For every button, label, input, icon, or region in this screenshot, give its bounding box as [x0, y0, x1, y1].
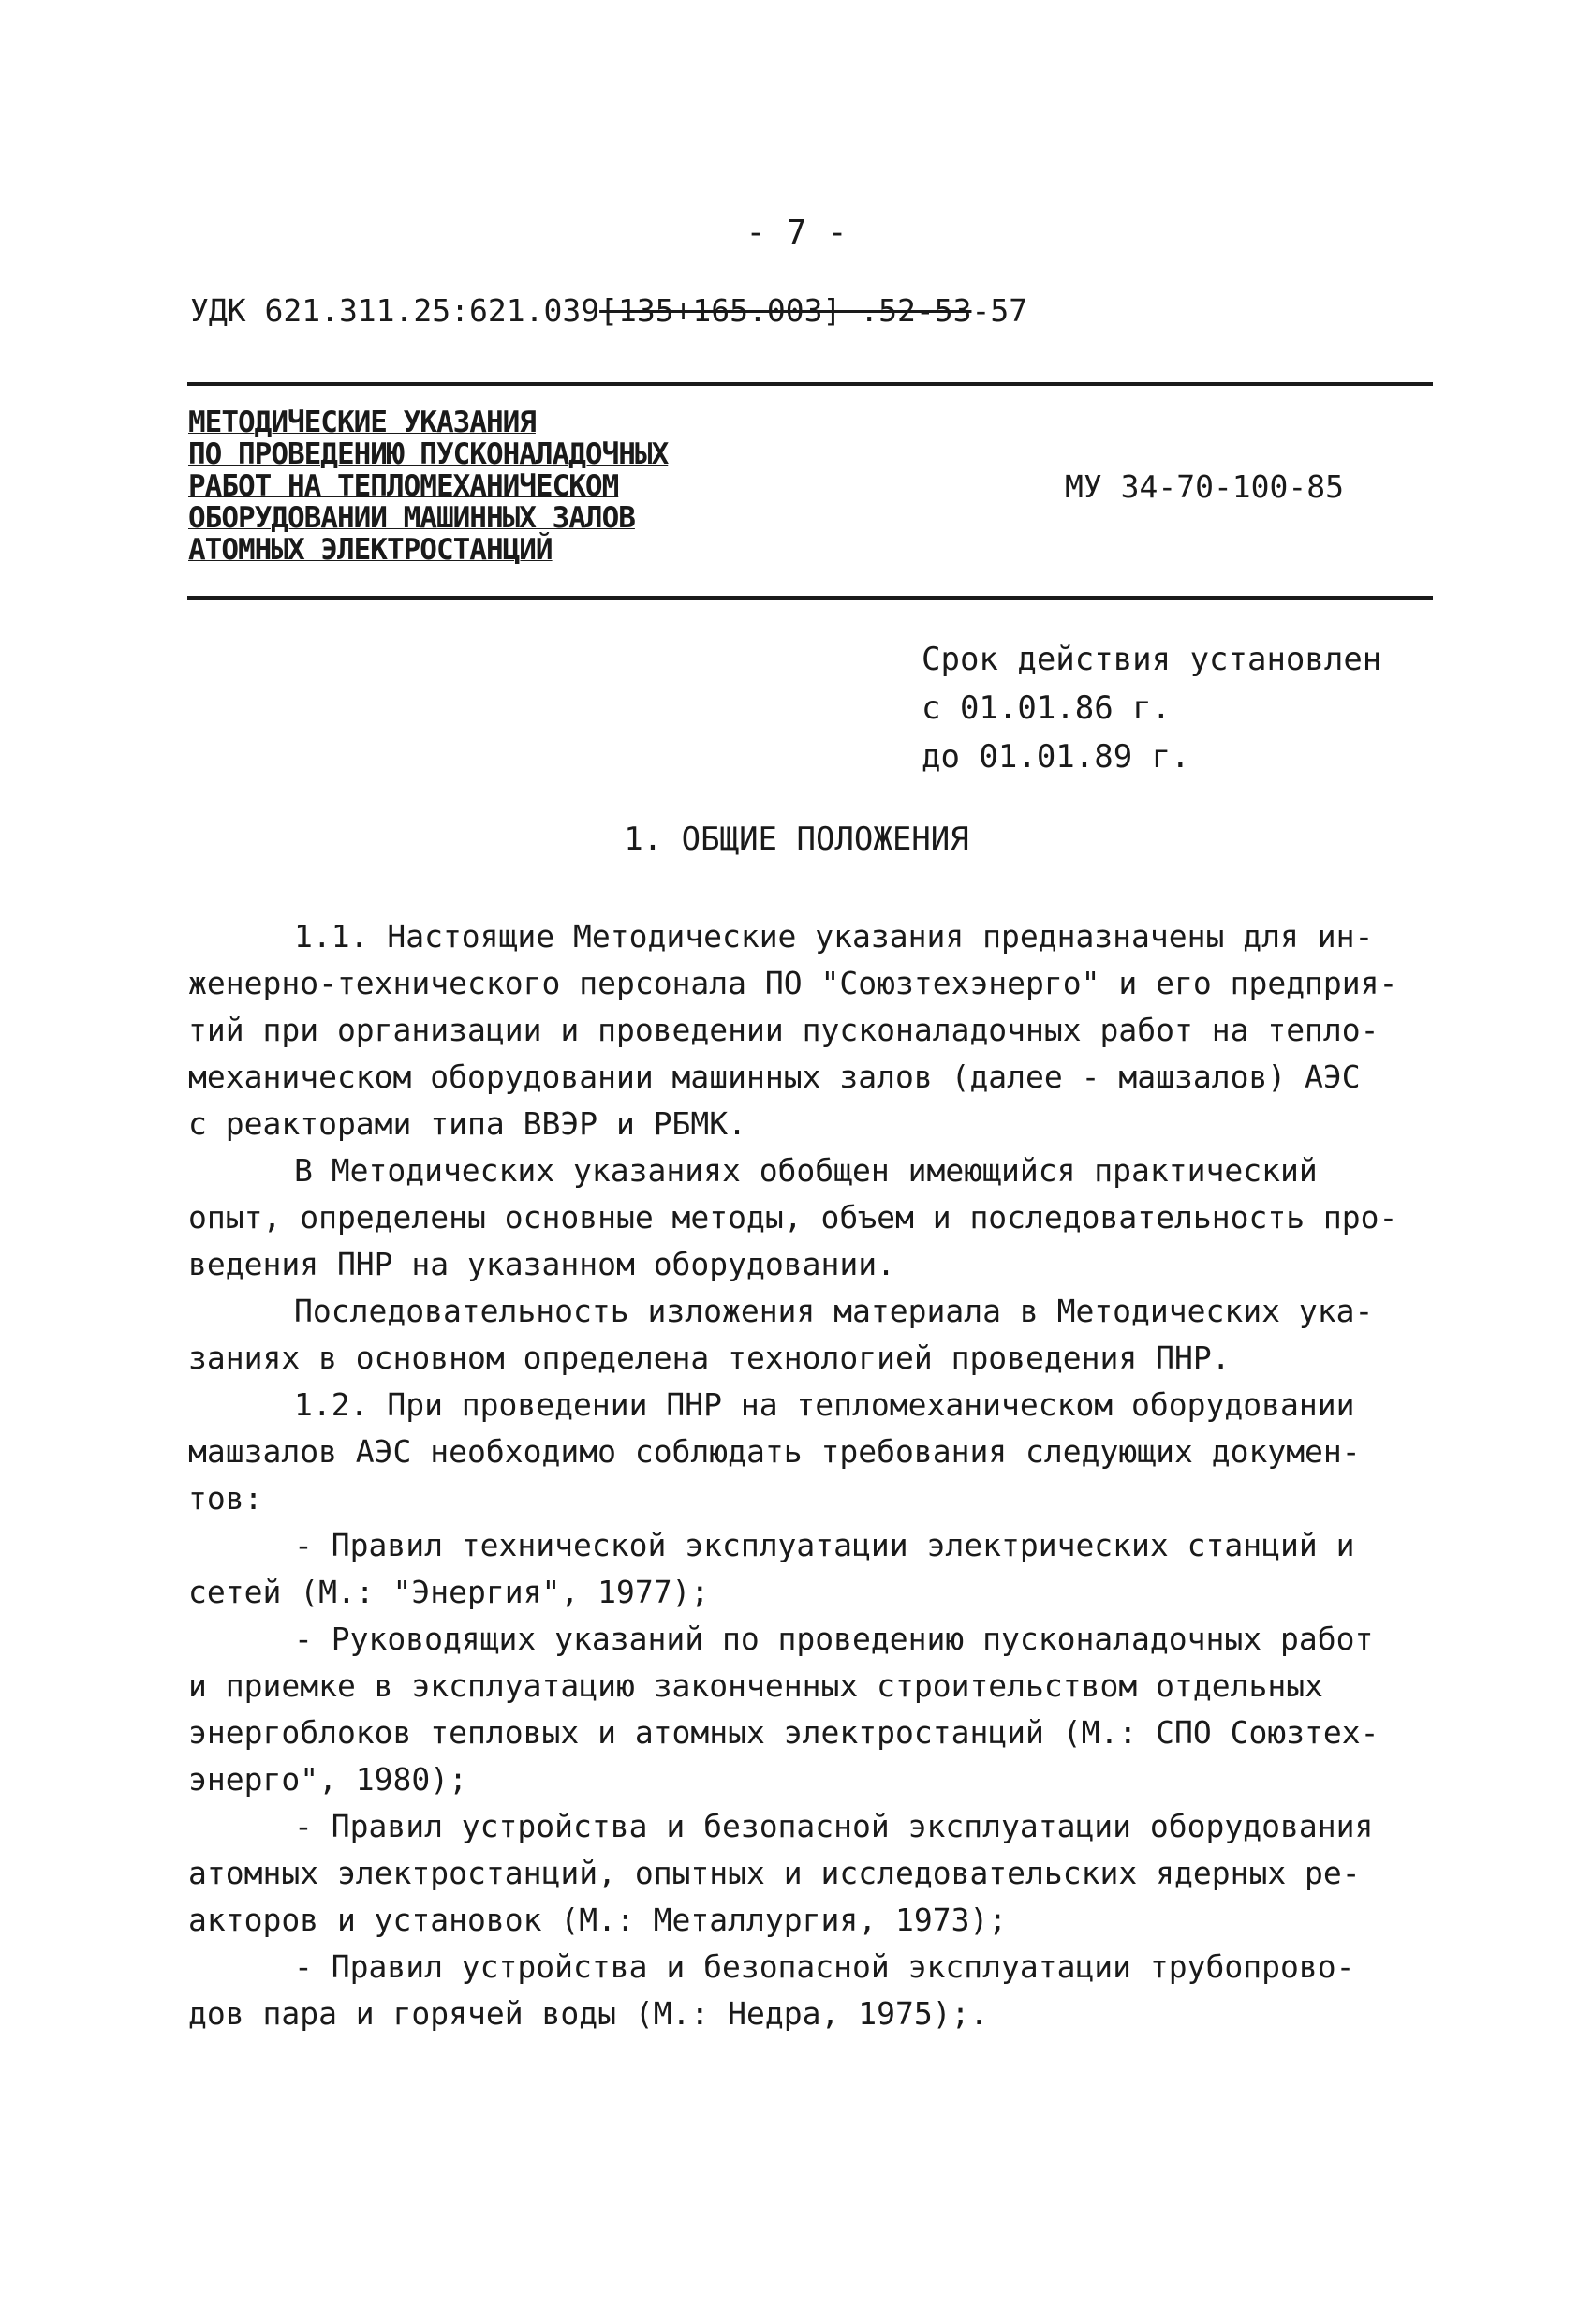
body-line: машзалов АЭС необходимо соблюдать требования следующих докумен-: [188, 1433, 1361, 1470]
body-line: энергоблоков тепловых и атомных электростанций (М.: СПО Союзтех-: [188, 1714, 1379, 1751]
body-line: ведения ПНР на указанном оборудовании.: [188, 1246, 895, 1282]
validity-line: Срок действия установлен: [922, 641, 1382, 678]
section-heading: 1. ОБЩИЕ ПОЛОЖЕНИЯ: [624, 821, 969, 858]
body-line: - Правил устройства и безопасной эксплуатации трубопрово-: [294, 1948, 1355, 1985]
body-line: 1.1. Настоящие Методические указания предназначены для ин-: [294, 918, 1374, 955]
page-number: - 7 -: [745, 214, 848, 252]
title-line: АТОМНЫХ ЭЛЕКТРОСТАНЦИЙ: [188, 533, 553, 567]
body-line: 1.2. При проведении ПНР на тепломеханическом оборудовании: [294, 1386, 1355, 1423]
body-line: женерно-технического персонала ПО "Союзтехэнерго" и его предприя-: [188, 965, 1398, 1001]
body-line: акторов и установок (М.: Металлургия, 1973);: [188, 1902, 1008, 1938]
udk-struck-text: [135+165.003] .52-53: [599, 292, 972, 329]
body-line: сетей (М.: "Энергия", 1977);: [188, 1574, 710, 1610]
body-line: дов пара и горячей воды (М.: Недра, 1975);.: [188, 1995, 989, 2032]
body-line: тов:: [188, 1480, 263, 1517]
body-line: атомных электростанций, опытных и исследовательских ядерных ре-: [188, 1855, 1361, 1891]
validity-from: с 01.01.86 г.: [922, 689, 1172, 727]
body-line: с реакторами типа ВВЭР и РБМК.: [188, 1105, 747, 1142]
validity-block: [922, 635, 1381, 781]
body-line: В Методических указаниях обобщен имеющийся практический: [294, 1152, 1318, 1189]
title-line: РАБОТ НА ТЕПЛОМЕХАНИЧЕСКОМ: [188, 469, 619, 503]
body-line: и приемке в эксплуатацию законченных строительством отдельных: [188, 1667, 1323, 1704]
body-line: опыт, определены основные методы, объем и последовательность про-: [188, 1199, 1398, 1236]
validity-to: до 01.01.89 г.: [922, 738, 1190, 776]
body-line: механическом оборудовании машинных залов (далее - машзалов) АЭС: [188, 1058, 1361, 1095]
document-title: [188, 407, 668, 566]
udk-suffix: -57: [971, 292, 1028, 329]
header-rule-top: [187, 382, 1433, 386]
body-line: - Руководящих указаний по проведению пусконаладочных работ: [294, 1621, 1374, 1657]
body-text: [188, 913, 1434, 2037]
udk-prefix: УДК 621.311.25:621.039: [190, 292, 600, 329]
body-line: тий при организации и проведении пусконаладочных работ на тепло-: [188, 1012, 1379, 1048]
body-line: энерго", 1980);: [188, 1761, 468, 1798]
header-rule-bottom: [187, 596, 1433, 600]
body-line: - Правил устройства и безопасной эксплуатации оборудования: [294, 1808, 1374, 1844]
title-line: МЕТОДИЧЕСКИЕ УКАЗАНИЯ: [188, 406, 536, 439]
body-line: заниях в основном определена технологией проведения ПНР.: [188, 1340, 1231, 1376]
udk-line: [190, 292, 1027, 329]
body-line: - Правил технической эксплуатации электрических станций и: [294, 1527, 1355, 1563]
body-line: Последовательность изложения материала в Методических ука-: [294, 1293, 1374, 1329]
title-line: ОБОРУДОВАНИИ МАШИННЫХ ЗАЛОВ: [188, 501, 635, 535]
title-line: ПО ПРОВЕДЕНИЮ ПУСКОНАЛАДОЧНЫХ: [188, 437, 669, 471]
document-code: МУ 34-70-100-85: [1065, 468, 1345, 505]
